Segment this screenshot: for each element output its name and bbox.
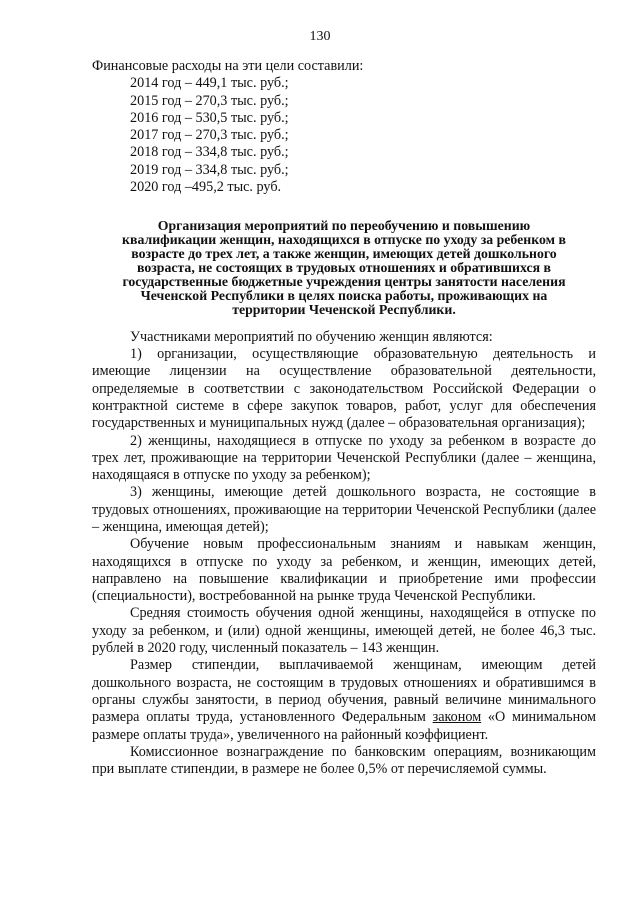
paragraph-stipend [92,657,596,743]
heading-line: государственные бюджетные учреждения центры занятости населения [122,274,566,289]
year-line: 2020 год –495,2 тыс. руб. [130,179,282,196]
intro-line: Финансовые расходы на эти цели составили: [92,58,364,74]
year-line: 2015 год – 270,3 тыс. руб.; [130,92,289,109]
paragraph-commission: Комиссионное вознаграждение по банковским операциям, возникающим при выплате стипендии, в размере не более 0,5% от перечисляемой суммы. [92,743,596,778]
heading-line: возрасте до трех лет, а также женщин, имеющих детей дошкольного [131,246,557,262]
page-number: 130 [309,29,331,44]
year-line: 2019 год – 334,8 тыс. руб.; [130,161,289,178]
heading-line: Организация мероприятий по переобучению и повышению [157,218,531,234]
heading-line: Чеченской Республики в целях поиска работы, проживающих на [140,287,548,303]
document-body [92,58,596,778]
section-heading [92,219,596,316]
stipend-text-start: Размер стипендии, выплачиваемой женщинам, имеющим детей дошкольного возраста, не состоящим в трудовых отношениях и обратившимся в органы службы занятости, в период обучения, равный величине минимального размера оплаты труда, установленного Федеральным [92,657,596,726]
paragraph-item-1: 1) организации, осуществляющие образовательную деятельность и имеющие лицензии на осуществление образовательной деятельности, определяемые в соответствии с законодательством Российской Федерации о контрактной системе в сфере закупок товаров, работ, услуг для обеспечения государственных и муниципальных нужд (далее – образовательная организация); [92,346,596,432]
paragraph-item-2: 2) женщины, находящиеся в отпуске по уходу за ребенком в возрасте до трех лет, проживающие на территории Чеченской Республики (далее – женщина, находящаяся в отпуске по уходу за ребенком); [92,432,596,484]
law-link[interactable]: законом [432,709,482,726]
heading-line: территории Чеченской Республики. [232,301,456,317]
year-line: 2016 год – 530,5 тыс. руб.; [130,109,289,126]
heading-line: квалификации женщин, находящихся в отпуске по уходу за ребенком в [122,232,566,248]
paragraph-item-3: 3) женщины, имеющие детей дошкольного возраста, не состоящие в трудовых отношениях, проживающие на территории Чеченской Республики (далее – женщина, имеющая детей); [92,484,596,535]
year-line: 2014 год – 449,1 тыс. руб.; [130,75,289,92]
heading-line: возраста, не состоящих в трудовых отношениях и обратившихся в [136,260,551,276]
paragraph-participants: Участниками мероприятий по обучению женщин являются: [130,328,493,345]
year-line: 2017 год – 270,3 тыс. руб.; [130,127,289,144]
paragraph-cost: Средняя стоимость обучения одной женщины, находящейся в отпуске по уходу за ребенком, и (или) одной женщины, имеющей детей, не более 46,3 тыс. рублей в 2020 году, численный показатель – 143 женщин. [92,605,596,657]
stipend-text-end: «О минимальном размере оплаты труда», увеличенного на районный коэффициент. [92,709,596,743]
year-line: 2018 год – 334,8 тыс. руб.; [130,144,289,161]
paragraph-training: Обучение новым профессиональным знаниям и навыкам женщин, находящихся в отпуске по уходу за ребенком, и женщин, имеющих детей, направлено на повышение квалификации и приобретение ими профессии (специальности), востребованной на рынке труда Чеченской Республики. [92,536,596,605]
